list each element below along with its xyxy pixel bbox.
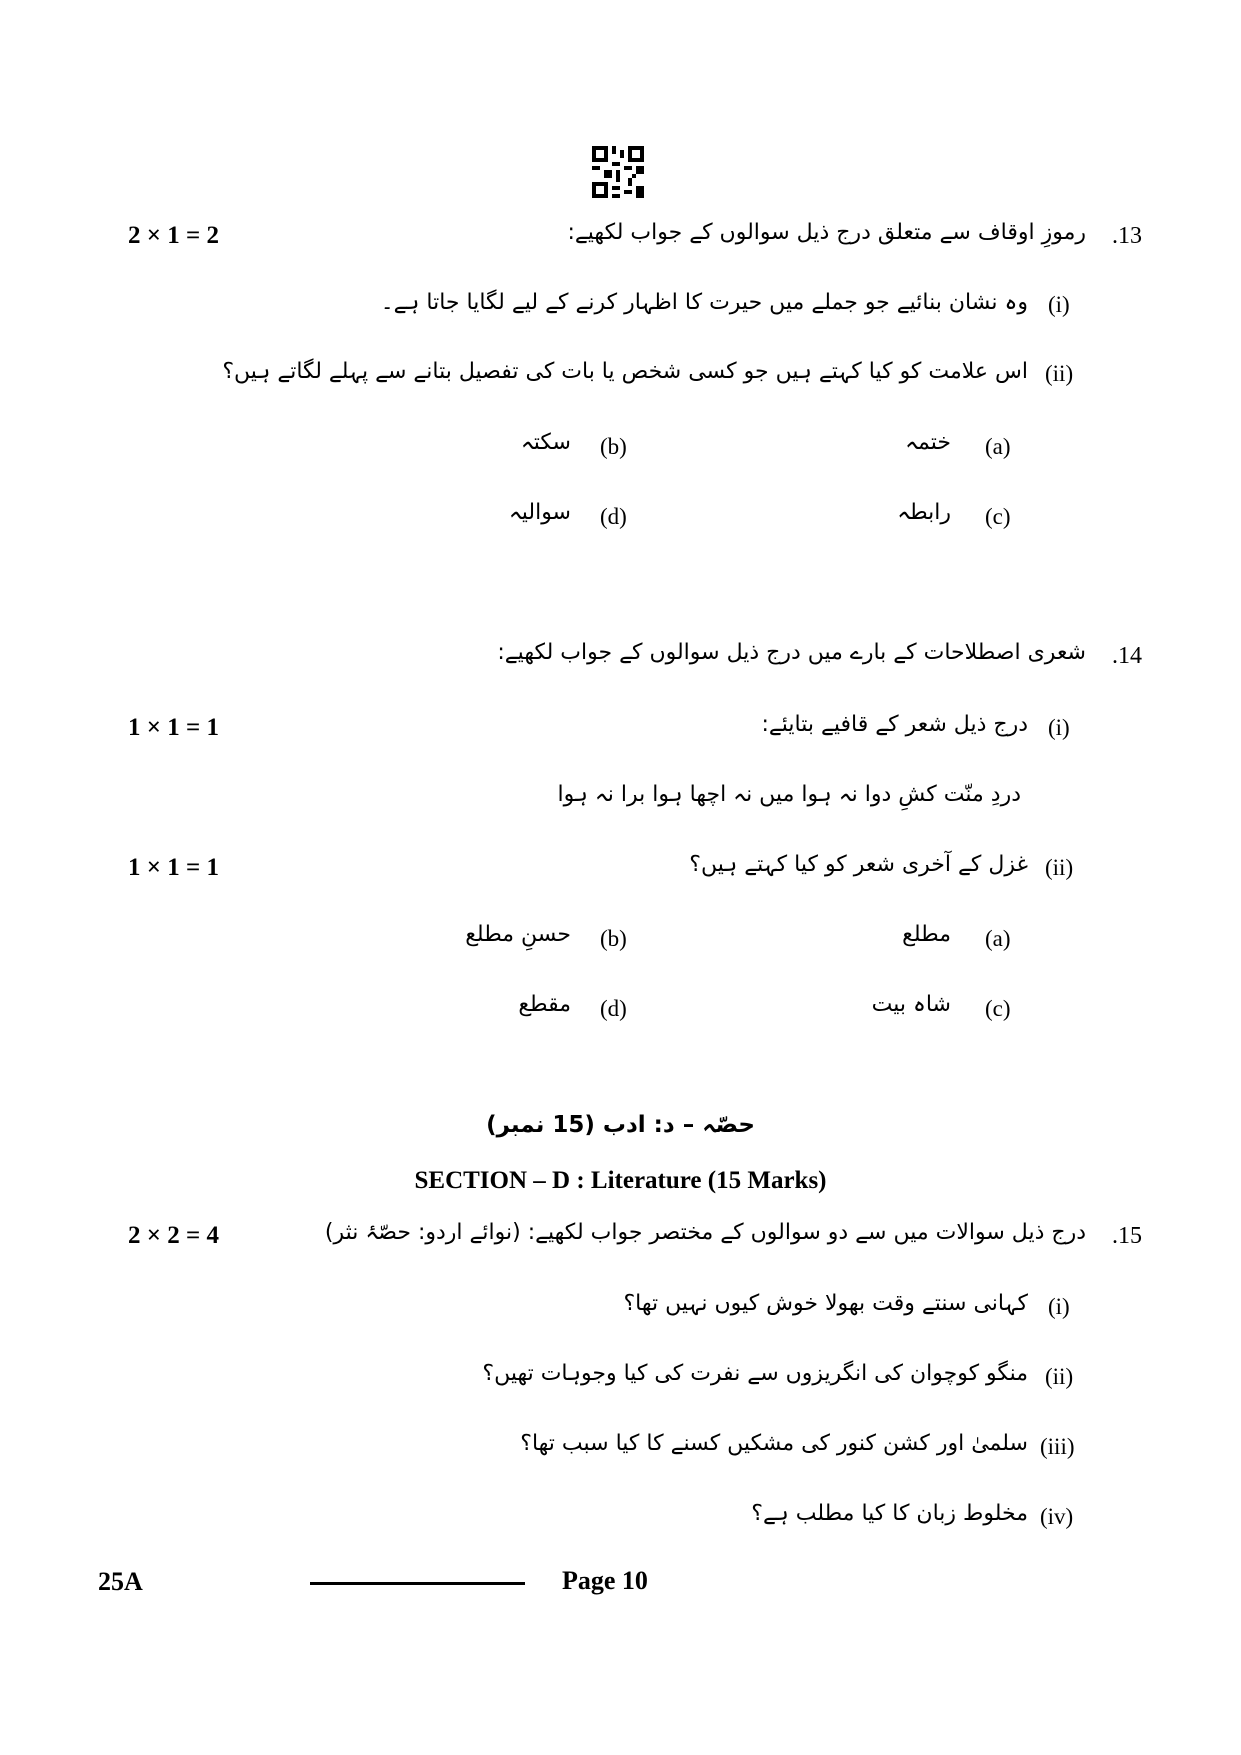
q13-part-ii-label: (ii) (1045, 361, 1074, 386)
q13-option-c-label: (c) (985, 504, 1011, 529)
q14-option-c-label: (c) (985, 996, 1011, 1021)
q13-number: .13 (1112, 223, 1142, 249)
q14-option-a: مطلع (902, 922, 951, 947)
q14-couplet: دردِ منّت کشِ دوا نہ ہوا میں نہ اچھا ہوا برا نہ ہوا (557, 782, 1021, 807)
footer-code: 25A (98, 1567, 143, 1596)
q13-part-i: وہ نشان بنائیے جو جملے میں حیرت کا اظہار کرنے کے لیے لگایا جاتا ہے۔ (380, 290, 1028, 315)
q14-option-d-label: (d) (600, 996, 627, 1021)
q14-option-b-label: (b) (600, 926, 627, 951)
q14-part-ii-label: (ii) (1045, 855, 1074, 880)
q13-part-i-label: (i) (1048, 292, 1070, 317)
section-title-urdu: حصّہ – د: ادب (15 نمبر) (486, 1112, 755, 1138)
q13-option-d-label: (d) (600, 504, 627, 529)
q15-part-iii: سلمیٰ اور کشن کنور کی مشکیں کسنے کا کیا سبب تھا؟ (520, 1431, 1028, 1456)
q13-part-ii: اس علامت کو کیا کہتے ہیں جو کسی شخص یا بات کی تفصیل بتانے سے پہلے لگاتے ہیں؟ (222, 359, 1028, 384)
q13-option-c: رابطہ (897, 500, 951, 525)
q13-option-d: سوالیہ (508, 500, 571, 525)
q15-part-i-label: (i) (1048, 1294, 1070, 1319)
footer-divider (310, 1582, 525, 1585)
q14-part-i-marks: 1 × 1 = 1 (128, 714, 219, 741)
q15-part-ii-label: (ii) (1045, 1364, 1074, 1389)
q13-option-b: سکتہ (520, 430, 571, 455)
q15-part-iii-label: (iii) (1040, 1434, 1075, 1459)
q13-question: رموزِ اوقاف سے متعلق درج ذیل سوالوں کے جواب لکھیے: (567, 220, 1086, 245)
q14-option-c: شاہ بیت (871, 992, 951, 1017)
q14-option-a-label: (a) (985, 926, 1011, 951)
page-number: Page 10 (562, 1566, 648, 1595)
q14-question: شعری اصطلاحات کے بارے میں درج ذیل سوالوں کے جواب لکھیے: (497, 640, 1086, 665)
q14-part-ii-marks: 1 × 1 = 1 (128, 854, 219, 881)
qr-code (592, 146, 644, 198)
q13-option-a-label: (a) (985, 434, 1011, 459)
q15-number: .15 (1112, 1223, 1142, 1249)
q13-option-b-label: (b) (600, 434, 627, 459)
q15-part-i: کہانی سنتے وقت بھولا خوش کیوں نہیں تھا؟ (623, 1291, 1028, 1316)
q14-part-ii: غزل کے آخری شعر کو کیا کہتے ہیں؟ (689, 852, 1028, 877)
section-title-english: SECTION – D : Literature (15 Marks) (414, 1167, 827, 1194)
q14-option-d: مقطع (518, 992, 571, 1017)
q14-option-b: حسنِ مطلع (465, 922, 571, 947)
q13-option-a: ختمہ (905, 430, 951, 455)
q15-part-iv-label: (iv) (1040, 1504, 1074, 1529)
q15-question: درج ذیل سوالات میں سے دو سوالوں کے مختصر جواب لکھیے: (نوائے اردو: حصّۂ نثر) (324, 1220, 1086, 1245)
q15-part-ii: منگو کوچوان کی انگریزوں سے نفرت کی کیا وجوہات تھیں؟ (482, 1361, 1028, 1386)
q13-marks: 2 × 1 = 2 (128, 222, 219, 249)
q15-part-iv: مخلوط زبان کا کیا مطلب ہے؟ (751, 1501, 1028, 1526)
q14-number: .14 (1112, 643, 1142, 669)
q14-part-i: درج ذیل شعر کے قافیے بتایئے: (761, 712, 1028, 737)
q14-part-i-label: (i) (1048, 715, 1070, 740)
q15-marks: 2 × 2 = 4 (128, 1222, 219, 1249)
